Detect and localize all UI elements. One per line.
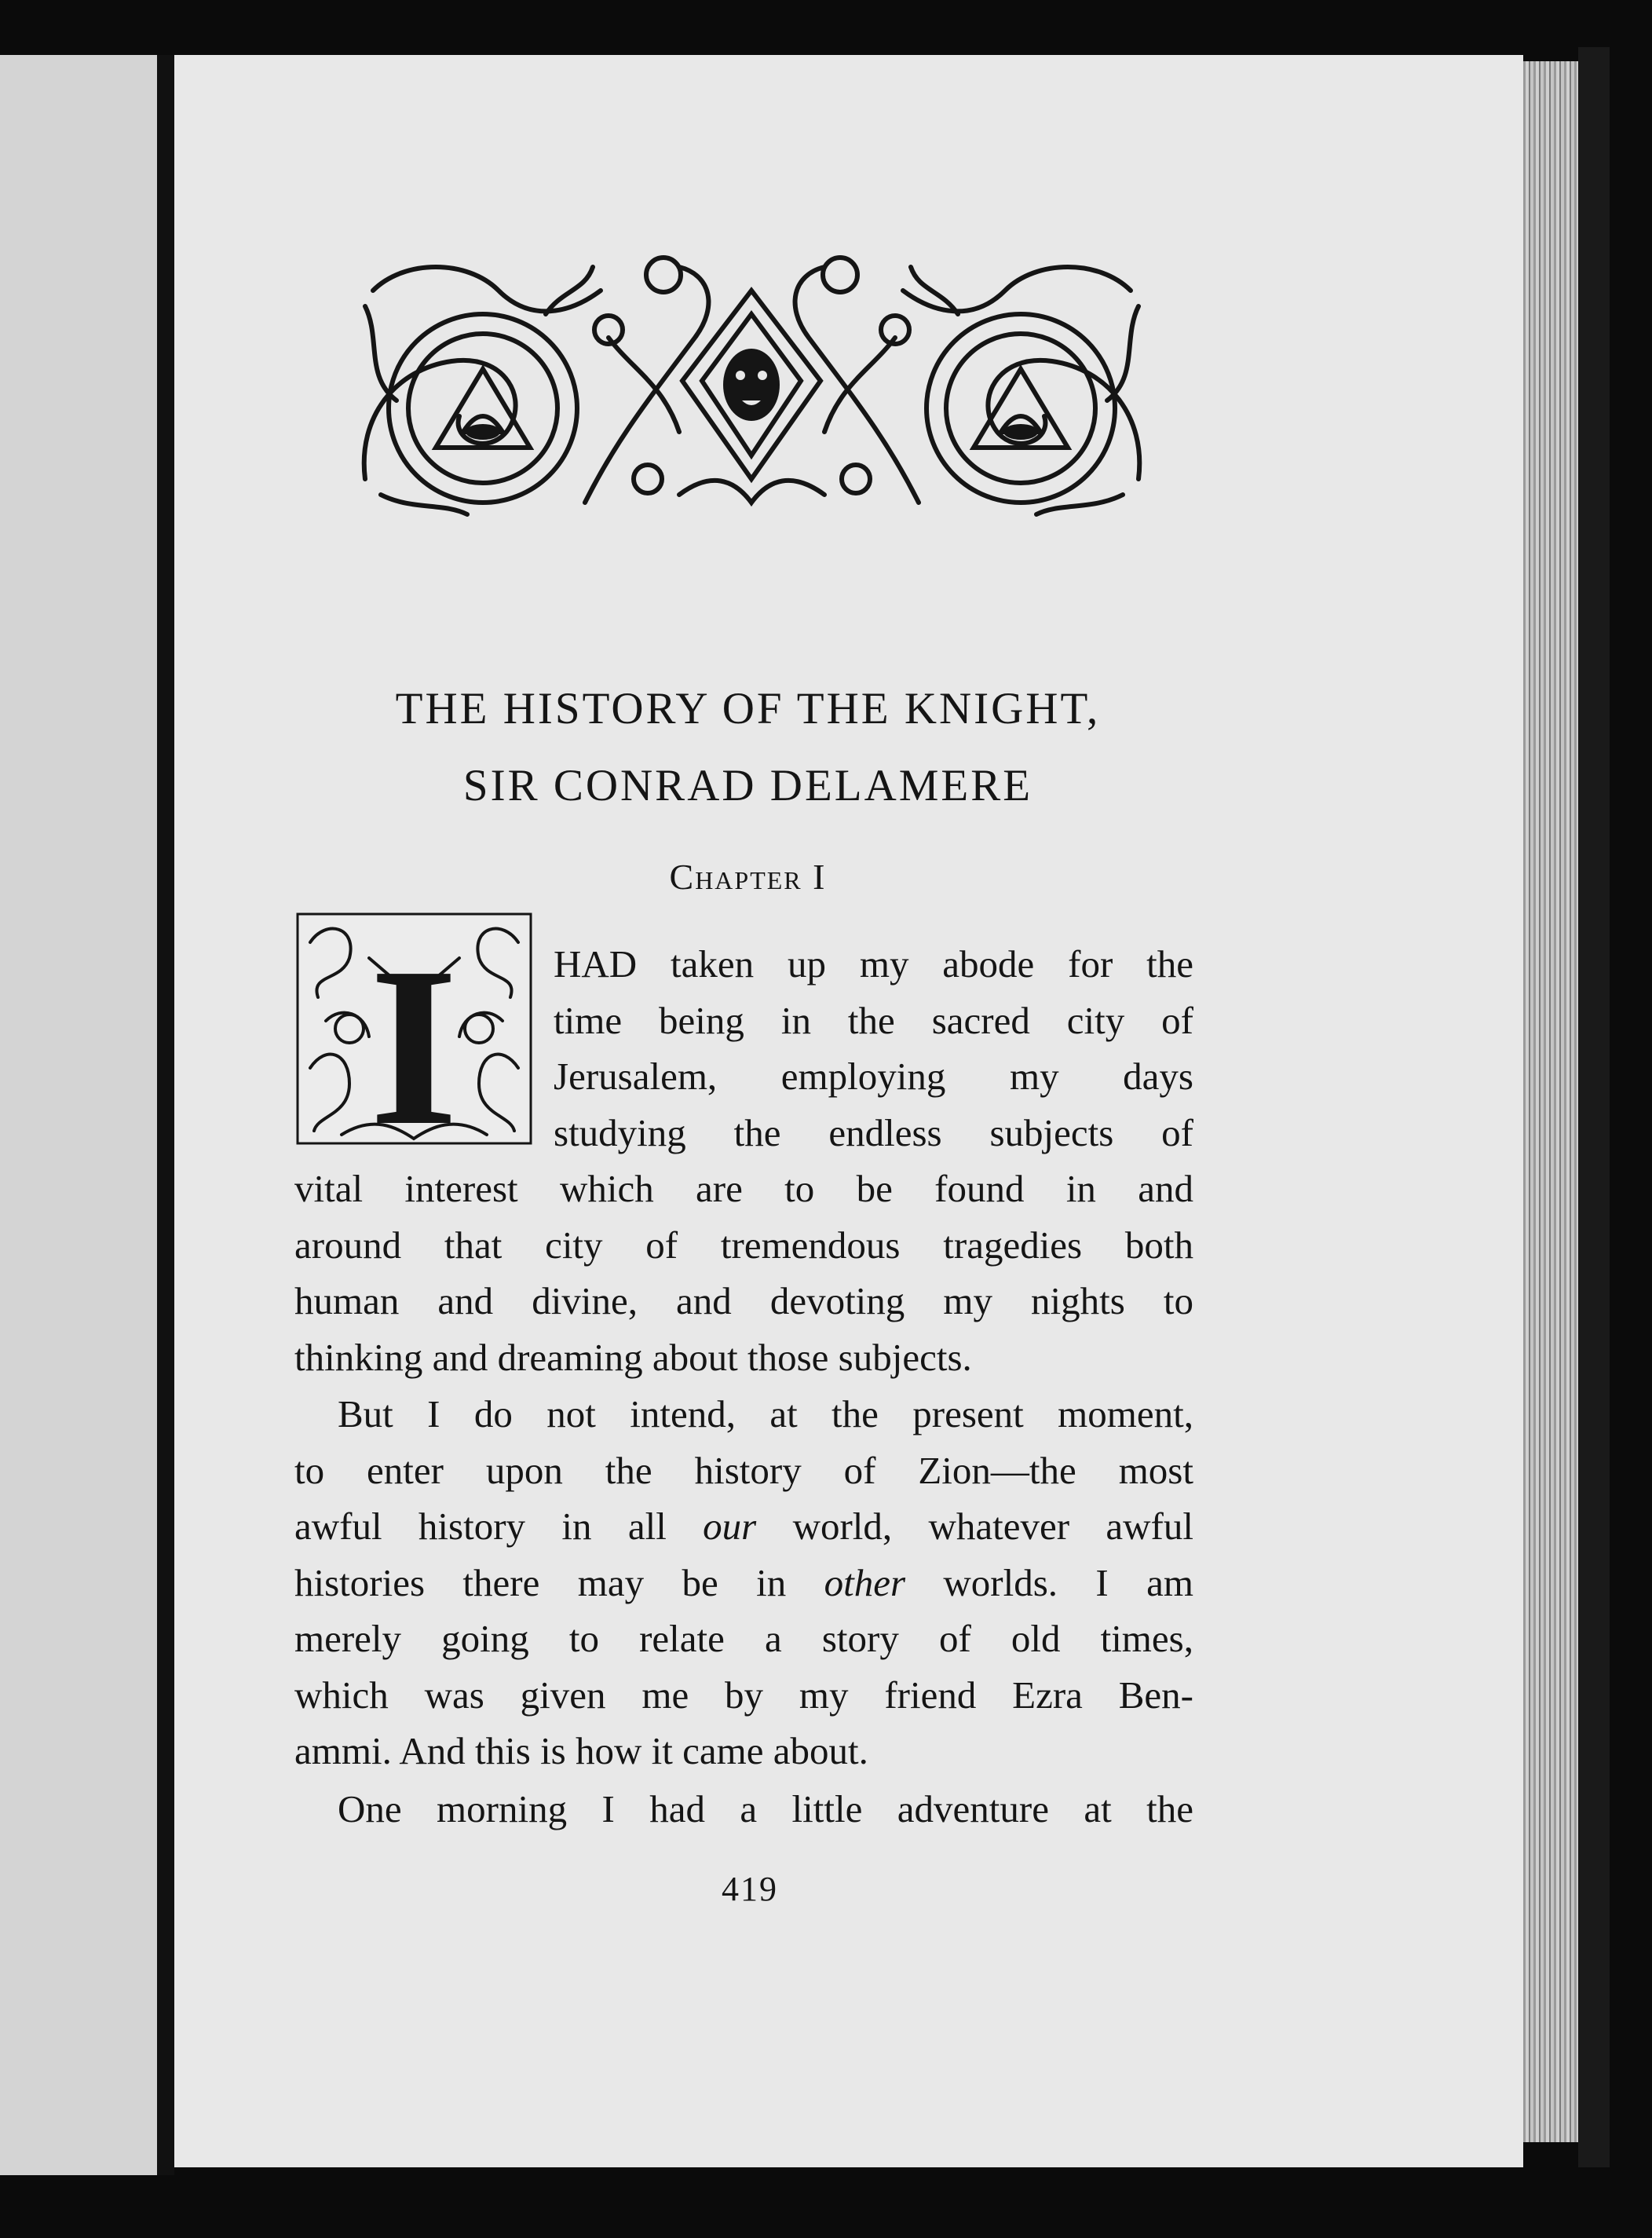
text-line: One morning I had a little adventure at the [338,1787,1193,1830]
text-segment: histories there may be in [294,1560,824,1604]
paragraph-1-continuation [294,1161,1193,1385]
text-line: thinking and dreaming about those subjects. [294,1335,972,1379]
page-number: 419 [722,1870,778,1908]
book-gutter [157,55,174,2175]
text-line: which was given me by my friend Ezra Ben- [294,1673,1193,1717]
text-line: time being in the sacred city of [554,998,1193,1042]
text-segment: awful history in all [294,1505,704,1548]
text-segment: world, whatever awful [756,1505,1193,1548]
text-line: But I do not intend, at the present moment, [338,1392,1193,1435]
text-line: Jerusalem, employing my days [554,1055,1193,1098]
text-line: to enter upon the history of Zion—the most [294,1448,1193,1492]
text-line: merely going to relate a story of old times, [294,1617,1193,1660]
drop-cap-letter: I [369,920,459,1146]
page-fore-edge [1523,61,1578,2142]
drop-cap-ornament [294,911,534,1146]
story-title-line-2: SIR CONRAD DELAMERE [462,761,1033,810]
text-line [294,1498,1193,1555]
paragraph-1-beside-cap [554,936,1193,1161]
text-line: ammi. And this is how it came about. [294,1729,868,1772]
text-line: vital interest which are to be found in and [294,1167,1193,1210]
facing-page-edge [0,55,157,2175]
emphasis: other [824,1560,906,1604]
text-line: HAD taken up my abode for the [554,942,1193,986]
text-segment: worlds. I am [905,1560,1193,1604]
ornamental-headpiece [349,243,1154,522]
text-line [294,1555,1193,1611]
text-line: studying the endless subjects of [554,1110,1193,1154]
text-line: human and divine, and devoting my nights to [294,1279,1193,1322]
chapter-heading: Chapter I [669,857,827,897]
paragraph-3 [294,1781,1193,1838]
paragraph-2 [294,1386,1193,1779]
book-cover-edge [1578,47,1610,2167]
emphasis: our [703,1505,757,1548]
text-line: around that city of tremendous tragedies both [294,1223,1193,1267]
story-title-line-1: THE HISTORY OF THE KNIGHT, [395,684,1101,733]
